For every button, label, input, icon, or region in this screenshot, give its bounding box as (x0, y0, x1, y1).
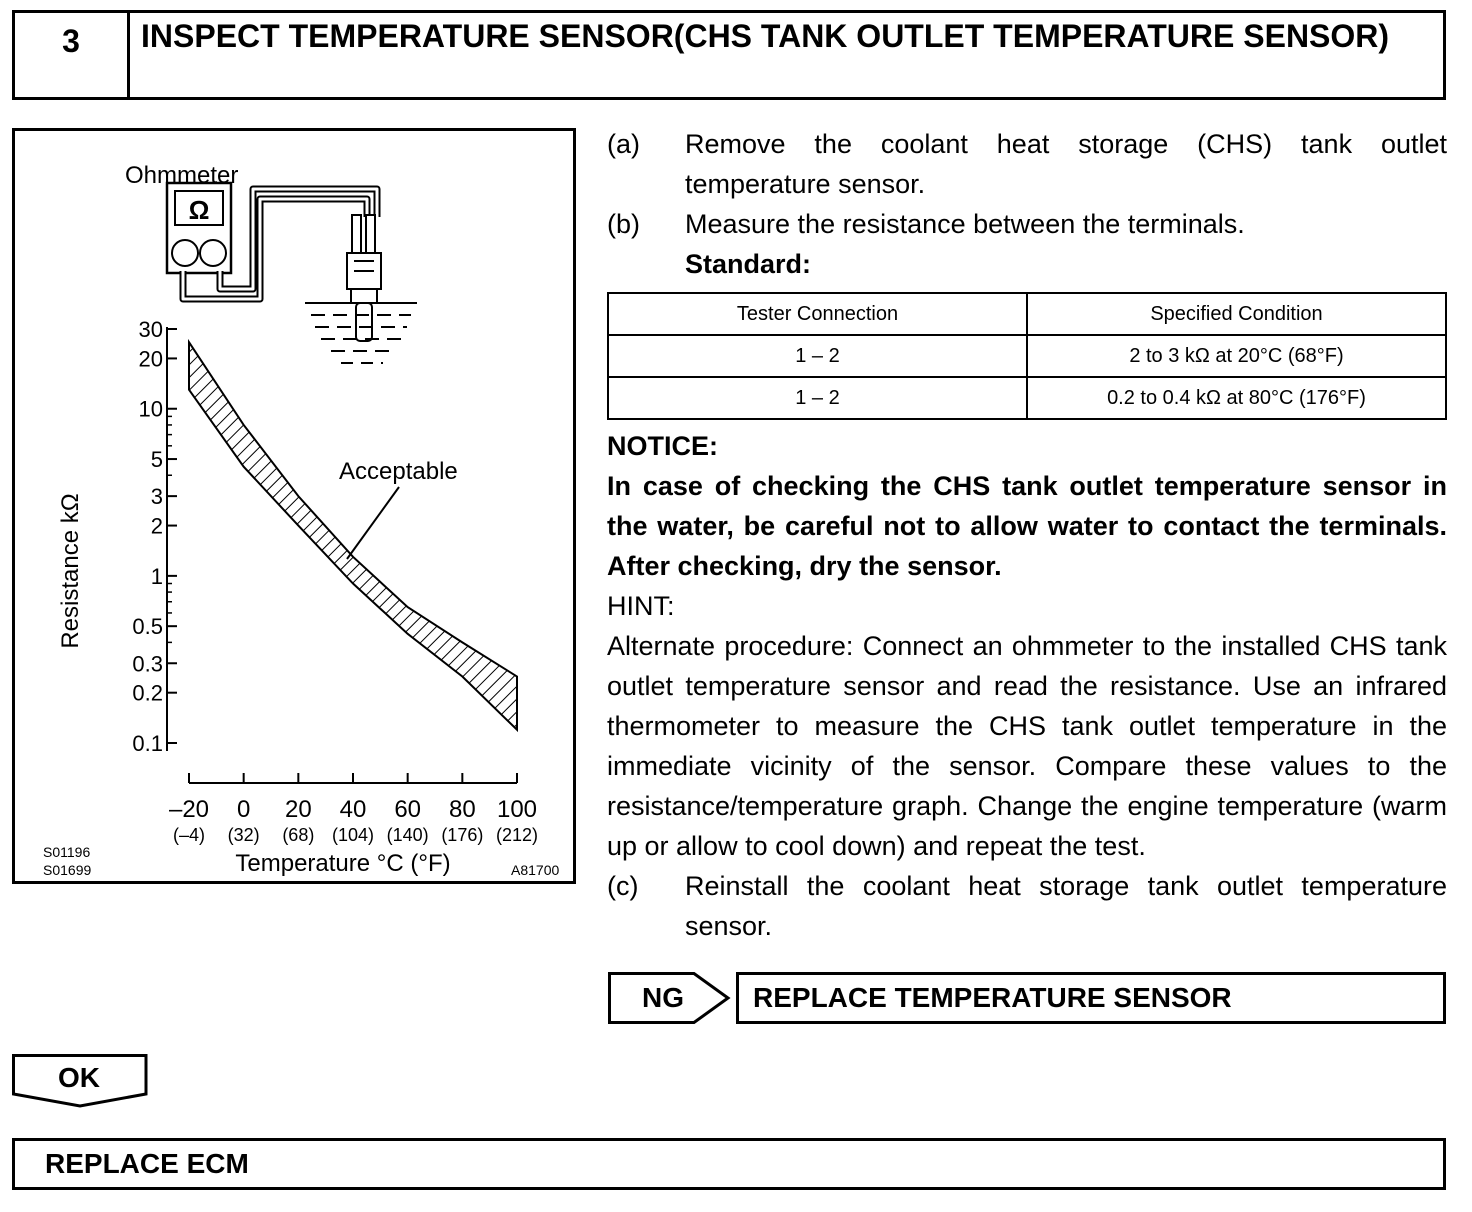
step-c (607, 866, 1447, 946)
x-tick-label-f: (176) (441, 825, 484, 845)
figure-code-2: S01699 (43, 862, 92, 878)
y-tick-label: 20 (138, 346, 163, 372)
figure-id: A81700 (511, 862, 560, 878)
figure-code-1: S01196 (43, 844, 91, 860)
step-a-text: Remove the coolant heat storage (CHS) tank outlet temperature sensor. (685, 129, 1447, 199)
step-b (607, 204, 1447, 284)
table-row (608, 377, 1446, 419)
y-tick-label: 0.3 (132, 651, 163, 677)
ok-indicator (12, 1054, 152, 1108)
y-tick-label: 0.2 (132, 680, 163, 706)
ng-label: NG (642, 982, 684, 1013)
x-tick-label-f: (68) (282, 825, 315, 845)
y-tick-label: 1 (150, 563, 163, 589)
acceptable-band (189, 342, 517, 730)
x-tick-label-f: (104) (331, 825, 375, 845)
standard-label: Standard: (685, 249, 812, 279)
replace-sensor-box: REPLACE TEMPERATURE SENSOR (736, 972, 1446, 1024)
y-axis-title: Resistance kΩ (57, 493, 84, 649)
table-row (608, 335, 1446, 377)
table-cell: 1 – 2 (608, 377, 1027, 419)
x-tick-label-f: (212) (495, 825, 539, 845)
x-tick-label-f: (32) (227, 825, 260, 845)
ohm-symbol: Ω (188, 195, 210, 225)
x-tick-label-f: (140) (386, 825, 429, 845)
replace-ecm-box: REPLACE ECM (12, 1138, 1446, 1190)
step-b-label: (b) (607, 209, 640, 239)
x-tick-label: 0 (236, 796, 251, 823)
step-number: 3 (15, 13, 130, 97)
y-tick-label: 3 (150, 484, 163, 510)
notice-text: In case of checking the CHS tank outlet temperature sensor in the water, be careful not to allow water to contact the terminals. After checking, dry the sensor. (607, 471, 1447, 581)
table-header: Tester Connection (608, 293, 1027, 335)
ohmmeter-label: Ohmmeter (125, 162, 239, 189)
hint-title: HINT: (607, 591, 675, 621)
x-tick-label: 80 (448, 796, 476, 823)
table-header-row (608, 293, 1446, 335)
hint-text: Alternate procedure: Connect an ohmmeter to the installed CHS tank outlet temperature sensor and read the resistance. Use an infrared thermometer to measure the CHS tank outlet temperature in the immediate vicinity of the sensor. Compare these values to the resistance/temperature graph. Change the engine temperature (warm up or allow to cool down) and repeat the test. (607, 631, 1447, 861)
step-header (12, 10, 1446, 100)
x-tick-label: –20 (168, 796, 210, 823)
x-tick-label-f: (–4) (172, 825, 206, 845)
table-cell: 1 – 2 (608, 335, 1027, 377)
table-header: Specified Condition (1027, 293, 1446, 335)
temperature-sensor-icon (347, 215, 381, 341)
y-tick-label: 2 (150, 513, 163, 539)
step-a-label: (a) (607, 129, 640, 159)
x-tick-label: 20 (284, 796, 312, 823)
acceptable-leader (347, 487, 399, 559)
y-tick-label: 10 (138, 396, 163, 422)
y-tick-label: 0.1 (132, 731, 163, 756)
step-b-text: Measure the resistance between the terminals. (685, 209, 1245, 239)
y-tick-label: 5 (150, 447, 163, 473)
x-tick-label: 100 (496, 796, 538, 823)
table-cell: 2 to 3 kΩ at 20°C (68°F) (1027, 335, 1446, 377)
step-c-text: Reinstall the coolant heat storage tank outlet temperature sensor. (685, 871, 1447, 941)
notice-title: NOTICE: (607, 431, 718, 461)
step-a (607, 124, 1447, 204)
table-cell: 0.2 to 0.4 kΩ at 80°C (176°F) (1027, 377, 1446, 419)
ng-indicator (608, 972, 732, 1024)
y-tick-label: 0.5 (132, 614, 163, 640)
y-tick-label: 30 (138, 317, 163, 342)
x-axis-title: Temperature °C (°F) (235, 850, 451, 877)
step-title: INSPECT TEMPERATURE SENSOR(CHS TANK OUTLET TEMPERATURE SENSOR) (141, 18, 1390, 54)
acceptable-label: Acceptable (339, 458, 458, 485)
figure-panel (12, 128, 576, 884)
x-tick-label: 40 (339, 796, 367, 823)
resistance-temperature-chart (15, 131, 573, 881)
procedure-column (607, 124, 1447, 946)
spec-table (607, 292, 1447, 420)
step-c-label: (c) (607, 871, 639, 901)
x-tick-label: 60 (394, 796, 422, 823)
ok-label: OK (58, 1062, 100, 1093)
